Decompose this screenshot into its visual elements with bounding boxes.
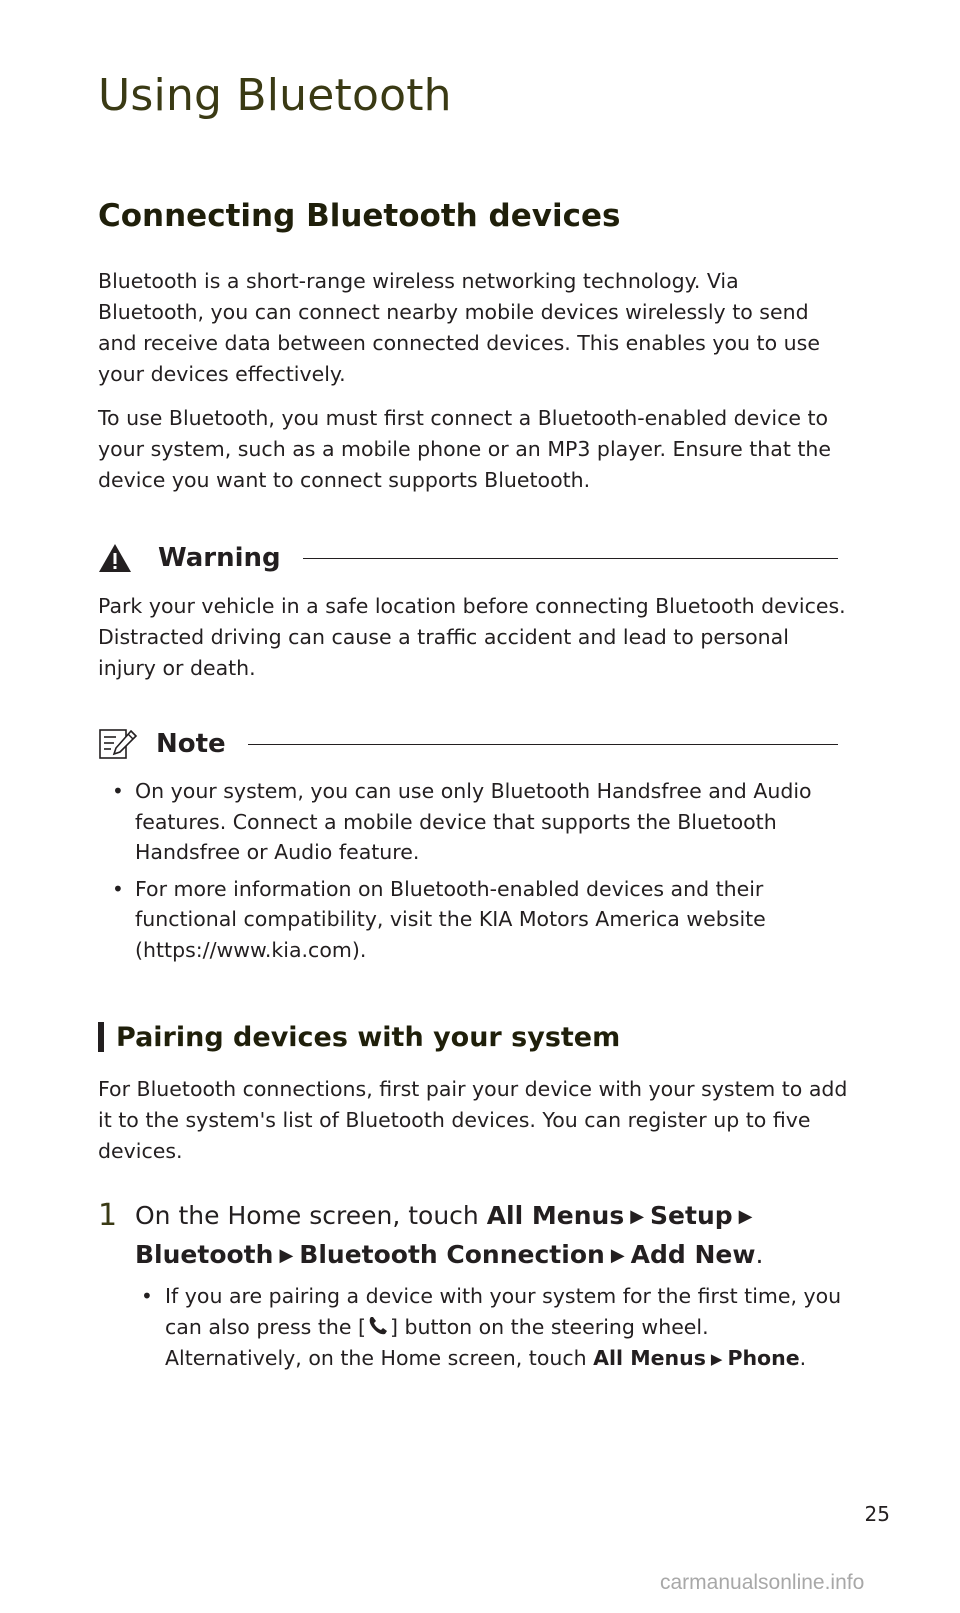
step-1-prefix: On the Home screen, touch <box>135 1201 487 1230</box>
intro-paragraph-2: To use Bluetooth, you must first connect a Bluetooth-enabled device to your system, such as a mobile phone or an MP3 player. Ensure that the device you want to connect supports Bluetooth. <box>98 406 832 492</box>
arrow-right-icon: ▶ <box>710 1350 723 1368</box>
arrow-right-icon: ▶ <box>610 1245 625 1266</box>
menu-path-phone: Phone <box>727 1346 800 1370</box>
menu-path-bluetooth-connection: Bluetooth Connection <box>299 1240 605 1269</box>
note-divider <box>248 744 838 745</box>
note-pencil-icon <box>98 727 138 761</box>
step-number: 1 <box>98 1198 118 1233</box>
note-list <box>98 776 843 971</box>
warning-header <box>98 540 838 576</box>
note-item-text: For more information on Bluetooth-enabled devices and their functional compatibility, visit the KIA Motors America website (https://www.kia.com). <box>135 876 766 962</box>
menu-path-all-menus: All Menus <box>593 1346 706 1370</box>
menu-path-setup: Setup <box>650 1201 733 1230</box>
arrow-right-icon: ▶ <box>279 1245 294 1266</box>
warning-text: Park your vehicle in a safe location before connecting Bluetooth devices. Distracted driving can cause a traffic accident and lead to personal injury or death. <box>98 594 846 680</box>
heading-bar-icon <box>98 1022 104 1052</box>
step-1-bullet: • If you are pairing a device with your system for the first time, you can also press the [ ] button on the steering wheel. Alternatively, on the Home screen, touch All Menus ▶ Phone. <box>135 1281 845 1375</box>
list-item: • On your system, you can use only Bluetooth Handsfree and Audio features. Connect a mobile device that supports the Bluetooth Handsfree or Audio feature. <box>112 779 812 864</box>
step-1 <box>98 1197 838 1275</box>
phone-call-icon <box>366 1314 390 1338</box>
intro-paragraph-1: Bluetooth is a short-range wireless networking technology. Via Bluetooth, you can connect nearby mobile devices wirelessly to send and receive data between connected devices. This enables you to use your devices effectively. <box>98 269 820 386</box>
section-title: Connecting Bluetooth devices <box>98 198 621 234</box>
bullet-part-2: ] button on the steering wheel. Alternatively, on the Home screen, touch <box>165 1315 709 1370</box>
pairing-heading <box>98 1017 620 1057</box>
step-1-suffix: . <box>755 1240 764 1269</box>
pairing-title: Pairing devices with your system <box>116 1021 621 1053</box>
menu-path-add-new: Add New <box>630 1240 756 1269</box>
warning-label: Warning <box>158 543 281 573</box>
page-title: Using Bluetooth <box>98 70 452 121</box>
list-item: • For more information on Bluetooth-enabled devices and their functional compatibility, visit the KIA Motors America website (https://www.kia.com). <box>112 876 766 962</box>
warning-divider <box>303 558 838 559</box>
note-item-text: On your system, you can use only Bluetooth Handsfree and Audio features. Connect a mobile device that supports the Bluetooth Handsfree or Audio feature. <box>135 779 812 864</box>
menu-path-bluetooth: Bluetooth <box>135 1240 274 1269</box>
pairing-intro: For Bluetooth connections, first pair your device with your system to add it to the system's list of Bluetooth devices. You can register up to five devices. <box>98 1077 848 1163</box>
note-label: Note <box>156 729 226 759</box>
bullet-suffix: . <box>799 1346 807 1370</box>
step-1-instruction <box>135 1197 838 1275</box>
warning-triangle-icon <box>98 541 138 575</box>
menu-path-all-menus: All Menus <box>486 1201 625 1230</box>
note-header <box>98 726 838 762</box>
arrow-right-icon: ▶ <box>738 1206 753 1227</box>
page-number: 25 <box>864 1502 890 1526</box>
watermark: carmanualsonline.info <box>660 1571 865 1594</box>
bullet-part-1: If you are pairing a device with your system for the first time, you can also press the [ <box>165 1284 842 1339</box>
arrow-right-icon: ▶ <box>630 1206 645 1227</box>
